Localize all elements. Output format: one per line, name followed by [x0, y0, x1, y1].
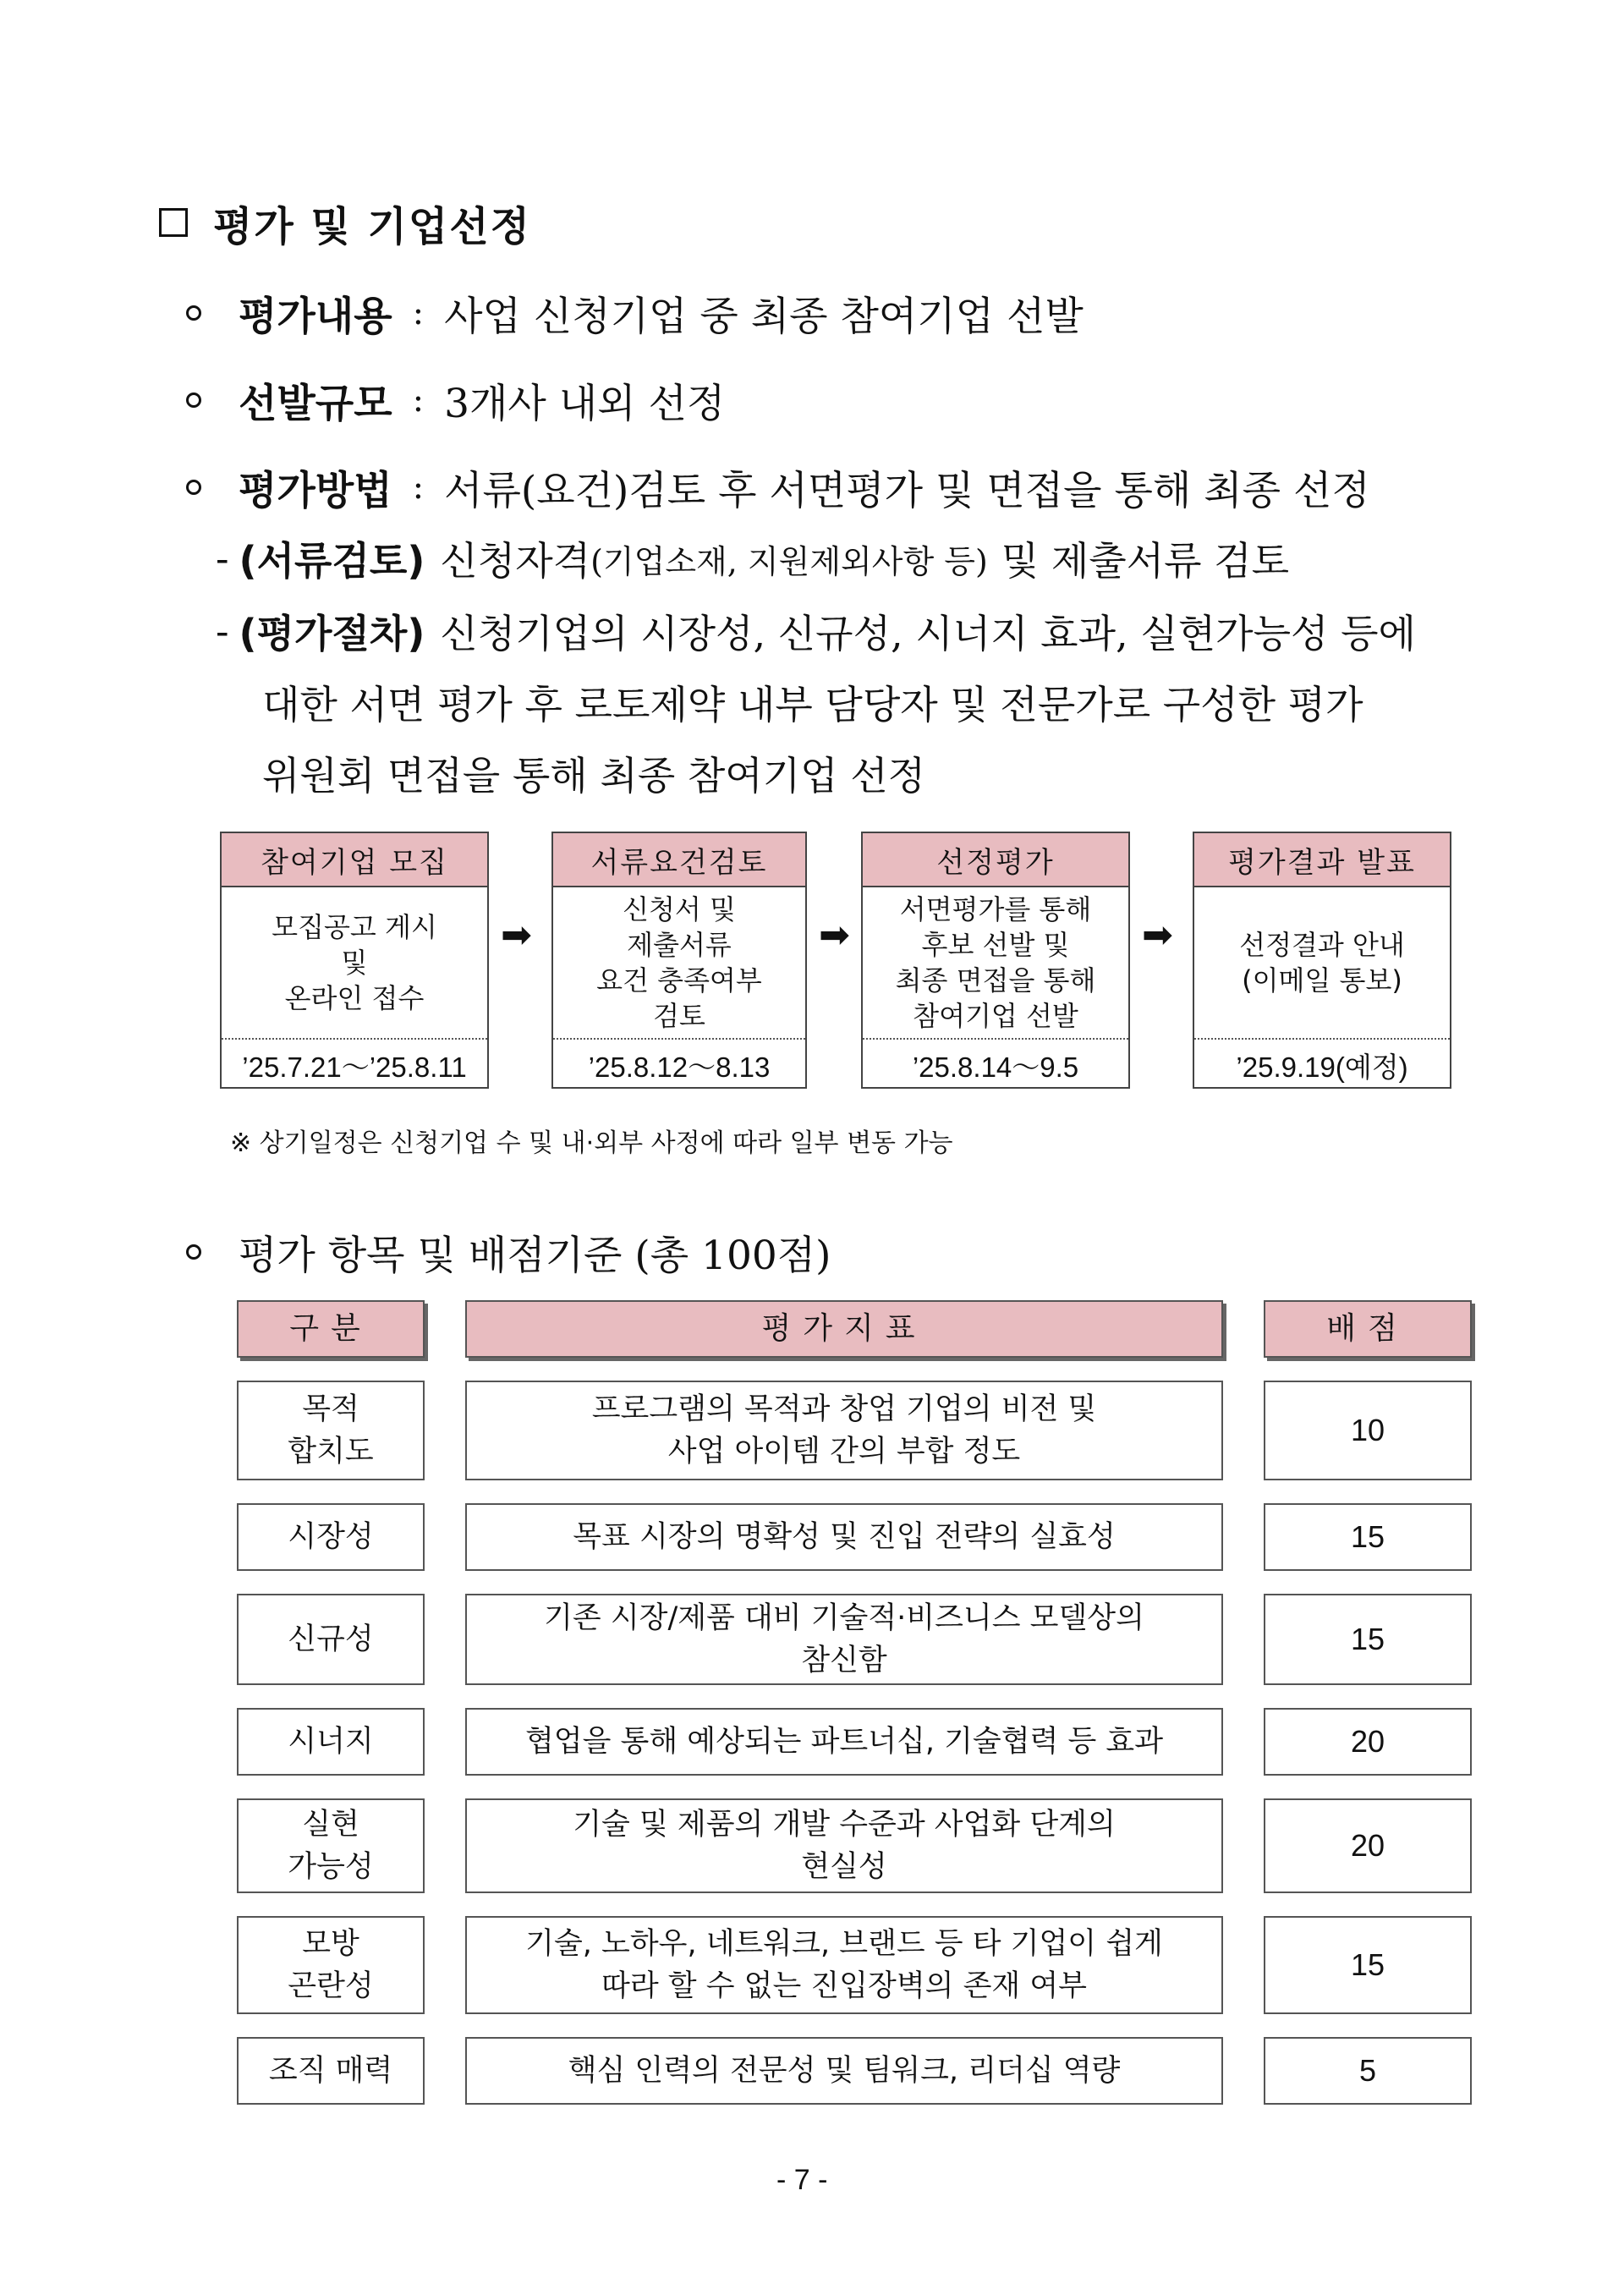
checkbox-icon — [159, 208, 188, 237]
body-line: 최종 면접을 통해 — [895, 964, 1096, 997]
body-line: 검토 — [653, 1000, 705, 1032]
sub-line2: 대한 서면 평가 후 로토제약 내부 담당자 및 전문가로 구성한 평가 — [262, 682, 1363, 727]
table-cell-category: 신규성 — [237, 1594, 425, 1685]
process-step-date: ’25.8.14～9.5 — [863, 1038, 1128, 1090]
body-line: (이메일 통보) — [1242, 964, 1402, 997]
sub-paren: (기업소재, 지원제외사항 등) — [590, 542, 988, 580]
table-cell-indicator: 목표 시장의 명확성 및 진입 전략의 실효성 — [465, 1503, 1223, 1571]
page-number: - 7 - — [776, 2164, 828, 2196]
cell-line: 실현 — [302, 1808, 359, 1842]
cell-line: 기존 시장/제품 대비 기술적·비즈니스 모델상의 — [544, 1601, 1144, 1635]
bullet-circle-icon — [186, 1244, 201, 1260]
table-cell-score: 20 — [1264, 1708, 1472, 1776]
body-line: 모집공고 게시 — [272, 911, 437, 943]
process-step-body — [553, 887, 805, 1038]
bullet-circle-icon — [186, 480, 201, 495]
dash: - — [216, 535, 229, 581]
bullet-key: 선발규모 — [239, 380, 392, 427]
process-step-title: 선정평가 — [863, 833, 1128, 887]
bullet-evaluation-method — [186, 453, 1370, 521]
table-header-score: 배점 — [1264, 1300, 1472, 1358]
table-cell-category: 시너지 — [237, 1708, 425, 1776]
cell-line: 사업 아이템 간의 부합 정도 — [667, 1435, 1021, 1469]
table-cell-category: 조직 매력 — [237, 2037, 425, 2105]
table-cell-indicator — [465, 1916, 1223, 2014]
cell-line: 프로그램의 목적과 창업 기업의 비전 및 — [591, 1392, 1097, 1426]
table-cell-category — [237, 1798, 425, 1893]
process-step-title: 서류요건검토 — [553, 833, 805, 887]
sub-document-review — [216, 524, 1289, 592]
bullet-key: 평가내용 — [239, 293, 392, 340]
colon: : — [412, 294, 425, 332]
process-step-date: ’25.8.12～8.13 — [553, 1038, 805, 1090]
table-header-indicator: 평가지표 — [465, 1300, 1223, 1358]
criteria-title: 평가 항목 및 배점기준 (총 100점) — [239, 1232, 831, 1279]
cell-line: 모방 — [302, 1927, 359, 1961]
criteria-title-line — [186, 1218, 831, 1286]
colon: : — [412, 381, 425, 420]
sub-line3: 위원회 면접을 통해 최종 참여기업 선정 — [262, 753, 926, 799]
table-cell-category — [237, 1381, 425, 1480]
sub-key: (평가절차) — [239, 611, 425, 656]
table-cell-score: 15 — [1264, 1594, 1472, 1685]
cell-line: 곤란성 — [288, 1969, 374, 2003]
body-line: 참여기업 선발 — [913, 1000, 1078, 1032]
bullet-value: 서류(요건)검토 후 서면평가 및 면접을 통해 최종 선정 — [444, 467, 1370, 514]
arrow-right-icon: ➡ — [501, 914, 532, 957]
section-heading-text: 평가 및 기업선정 — [213, 202, 531, 250]
bullet-key: 평가방법 — [239, 467, 392, 514]
table-cell-indicator — [465, 1798, 1223, 1893]
schedule-note: ※ 상기일정은 신청기업 수 및 내·외부 사정에 따라 일부 변동 가능 — [230, 1128, 953, 1158]
colon: : — [412, 468, 425, 507]
cell-line: 기술 및 제품의 개발 수준과 사업화 단계의 — [573, 1808, 1116, 1842]
arrow-right-icon: ➡ — [1142, 914, 1173, 957]
table-header-category: 구분 — [237, 1300, 425, 1358]
cell-line: 현실성 — [801, 1850, 887, 1884]
body-line: 서면평가를 통해 — [899, 893, 1092, 925]
bullet-selection-scale — [186, 366, 725, 434]
body-line: 선정결과 안내 — [1239, 929, 1405, 961]
table-cell-score: 10 — [1264, 1381, 1472, 1480]
table-cell-indicator: 협업을 통해 예상되는 파트너십, 기술협력 등 효과 — [465, 1708, 1223, 1776]
cell-line: 가능성 — [288, 1850, 374, 1884]
process-step-body — [1194, 887, 1450, 1038]
table-cell-score: 15 — [1264, 1503, 1472, 1571]
body-line: 온라인 접수 — [284, 982, 425, 1014]
cell-line: 목적 — [302, 1392, 359, 1426]
table-cell-indicator — [465, 1594, 1223, 1685]
bullet-circle-icon — [186, 393, 201, 408]
process-step-body — [222, 887, 487, 1038]
table-cell-score: 15 — [1264, 1916, 1472, 2014]
body-line: 신청서 및 — [623, 893, 736, 925]
body-line: 요건 충족여부 — [596, 964, 762, 997]
process-step-body — [863, 887, 1128, 1038]
cell-line: 기술, 노하우, 네트워크, 브랜드 등 타 기업이 쉽게 — [525, 1927, 1163, 1961]
sub-line1: 신청기업의 시장성, 신규성, 시너지 효과, 실현가능성 등에 — [440, 611, 1416, 656]
sub-text-b: 및 제출서류 검토 — [1001, 538, 1290, 584]
table-cell-category — [237, 1916, 425, 2014]
bullet-evaluation-content — [186, 279, 1084, 347]
process-step-title: 참여기업 모집 — [222, 833, 487, 887]
table-cell-indicator: 핵심 인력의 전문성 및 팀워크, 리더십 역량 — [465, 2037, 1223, 2105]
cell-line: 합치도 — [288, 1435, 374, 1469]
sub-text-a: 신청자격 — [440, 538, 591, 584]
table-cell-category: 시장성 — [237, 1503, 425, 1571]
process-step-doc-review — [551, 832, 807, 1089]
cell-line: 따라 할 수 없는 진입장벽의 존재 여부 — [601, 1969, 1087, 2003]
bullet-value: 3개사 내외 선정 — [444, 380, 726, 427]
process-step-date: ’25.7.21～’25.8.11 — [222, 1038, 487, 1090]
body-line: 후보 선발 및 — [921, 929, 1070, 961]
table-cell-indicator — [465, 1381, 1223, 1480]
process-step-date: ’25.9.19(예정) — [1194, 1038, 1450, 1090]
body-line: 및 — [341, 947, 368, 979]
section-heading — [159, 193, 531, 252]
arrow-right-icon: ➡ — [819, 914, 850, 957]
process-step-announce — [1193, 832, 1451, 1089]
process-step-recruit — [220, 832, 489, 1089]
bullet-circle-icon — [186, 305, 201, 321]
table-cell-score: 20 — [1264, 1798, 1472, 1893]
sub-key: (서류검토) — [239, 538, 425, 584]
table-cell-score: 5 — [1264, 2037, 1472, 2105]
sub-evaluation-procedure — [216, 597, 1416, 665]
process-step-selection — [861, 832, 1130, 1089]
body-line: 제출서류 — [627, 929, 732, 961]
cell-line: 참신함 — [801, 1644, 887, 1677]
dash: - — [216, 608, 229, 654]
process-step-title: 평가결과 발표 — [1194, 833, 1450, 887]
bullet-value: 사업 신청기업 중 최종 참여기업 선발 — [444, 293, 1084, 340]
